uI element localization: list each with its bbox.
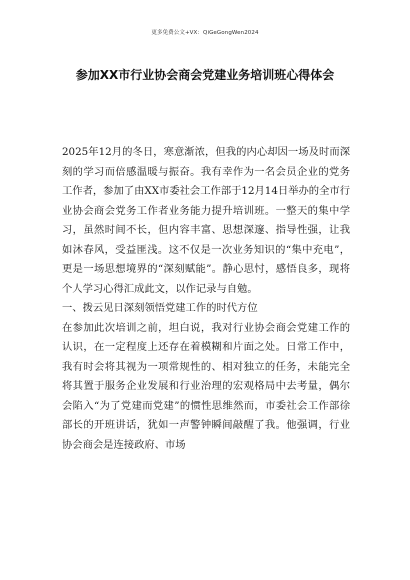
document-body: [62, 143, 350, 455]
body-paragraph-section-1: 在参加此次培训之前，坦白说，我对行业协会商会党建工作的认识，在一定程度上还存在着模糊和片面之处。日常工作中，我有时会将其视为一项常规性的、相对独立的任务，未能完全将其置于服务企业发展和行业治理的宏观格局中去考量，偶尔会陷入“为了党建而党建”的惯性思维然而，市委社会工作部徐部长的开班讲话，犹如一声警钟瞬间敲醒了我。他强调，行业协会商会是连接政府、市场: [62, 321, 350, 451]
body-paragraph-intro: 2025年12月的冬日，寒意渐浓，但我的内心却因一场及时而深刻的学习而倍感温暖与振奋。我有幸作为一名会员企业的党务工作者，参加了由XX市委社会工作部于12月14日举办的全市行业协会商会党务工作者业务能力提升培训班。一整天的集中学习，虽然时间不长，但内容丰富、思想深邃、指导性强，让我如沐春风，受益匪浅。这不仅是一次业务知识的“集中充电”，更是一场思想境界的“深刻赋能”。静心思忖，感悟良多，现将个人学习心得汇成此文，以作记录与自勉。: [62, 146, 350, 295]
header-note: 更多免费公文+VX：QiGeGongWen2024: [151, 30, 259, 36]
document-title: 参加XX市行业协会商会党建业务培训班心得体会: [75, 68, 335, 82]
section-heading: 一、拨云见日深刻领悟党建工作的时代方位: [62, 302, 258, 314]
